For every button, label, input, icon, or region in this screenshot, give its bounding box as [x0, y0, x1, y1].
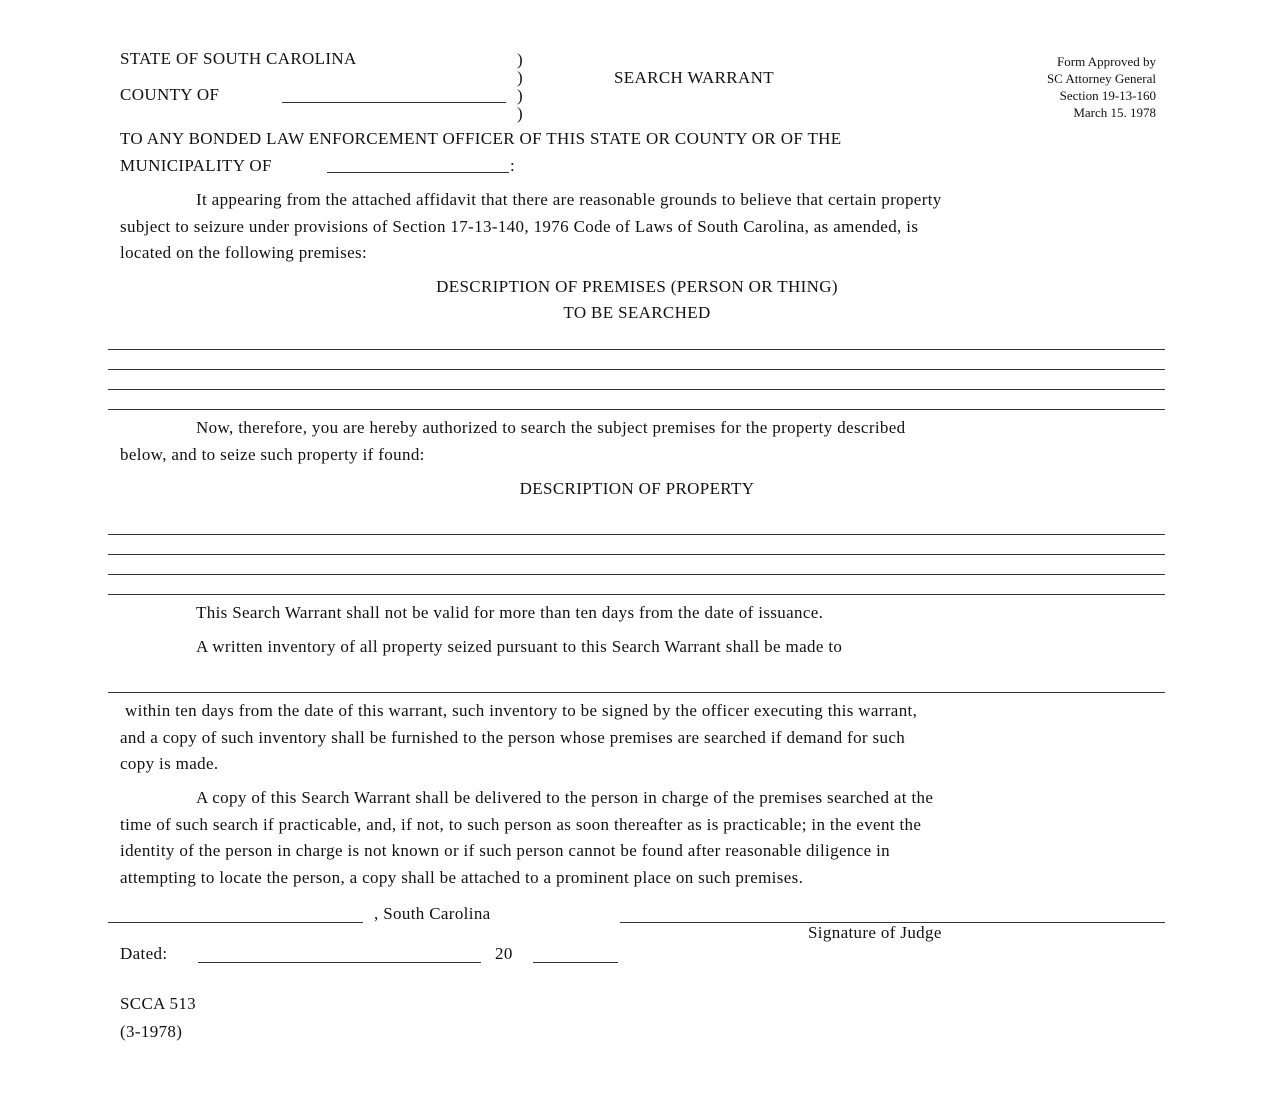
paragraph-line: identity of the person in charge is not known or if such person cannot be found after reasonable diligence in [120, 841, 891, 860]
municipality-blank-line[interactable] [327, 172, 509, 173]
approval-line: March 15. 1978 [1073, 105, 1156, 120]
inventory-recipient-line[interactable] [108, 692, 1165, 693]
property-line[interactable] [108, 534, 1165, 535]
approval-line: Section 19-13-160 [1059, 88, 1156, 103]
county-label: COUNTY OF [120, 85, 220, 104]
address-line-1: TO ANY BONDED LAW ENFORCEMENT OFFICER OF THIS STATE OR COUNTY OR OF THE [120, 129, 842, 148]
municipality-colon: : [510, 156, 516, 175]
judge-signature-label: Signature of Judge [808, 923, 942, 942]
premises-line[interactable] [108, 369, 1165, 370]
affidavit-paragraph [120, 187, 1170, 267]
bracket-paren-1: ) [517, 50, 524, 69]
property-heading: DESCRIPTION OF PROPERTY [519, 479, 755, 498]
paragraph-line: time of such search if practicable, and, if not, to such person as soon thereafter as is practicable; in the event the [120, 814, 922, 834]
approval-line: SC Attorney General [1046, 71, 1156, 86]
paragraph-line: A copy of this Search Warrant shall be delivered to the person in charge of the premises searched at the [196, 788, 934, 807]
paragraph-line: attempting to locate the person, a copy shall be attached to a prominent place on such premises. [120, 867, 804, 887]
paragraph-line: within ten days from the date of this warrant, such inventory to be signed by the officer executing this warrant, [125, 701, 918, 720]
county-blank-line[interactable] [282, 102, 506, 103]
state-heading: STATE OF SOUTH CAROLINA [120, 49, 357, 68]
inventory-paragraph [120, 698, 1180, 778]
dated-label: Dated: [120, 944, 168, 963]
bracket-paren-4: ) [517, 104, 524, 123]
form-date: (3-1978) [120, 1022, 183, 1041]
inventory-text: A written inventory of all property seized pursuant to this Search Warrant shall be made to [196, 637, 843, 656]
bracket-paren-2: ) [517, 68, 524, 87]
premises-heading-line-2: TO BE SEARCHED [563, 303, 711, 322]
paragraph-line: subject to seizure under provisions of Section 17-13-140, 1976 Code of Laws of South Carolina, as amended, is [120, 216, 919, 236]
paragraph-line: It appearing from the attached affidavit that there are reasonable grounds to believe that certain property [196, 190, 942, 209]
paragraph-line: Now, therefore, you are hereby authorized to search the subject premises for the property described [196, 418, 906, 437]
validity-text: This Search Warrant shall not be valid for more than ten days from the date of issuance. [196, 603, 824, 622]
document-title: SEARCH WARRANT [614, 68, 774, 87]
location-blank-line[interactable] [108, 922, 363, 923]
bracket-paren-3: ) [517, 86, 524, 105]
delivery-paragraph [120, 785, 1180, 891]
date-blank-line[interactable] [198, 962, 481, 963]
paragraph-line: located on the following premises: [120, 243, 368, 262]
municipality-label: MUNICIPALITY OF [120, 156, 272, 175]
property-line[interactable] [108, 574, 1165, 575]
approval-block [960, 53, 1156, 121]
year-blank-line[interactable] [533, 962, 618, 963]
premises-line[interactable] [108, 389, 1165, 390]
premises-line[interactable] [108, 349, 1165, 350]
approval-line: Form Approved by [1057, 54, 1156, 69]
premises-line[interactable] [108, 409, 1165, 410]
property-line[interactable] [108, 594, 1165, 595]
property-line[interactable] [108, 554, 1165, 555]
year-prefix: 20 [495, 944, 513, 963]
paragraph-line: below, and to seize such property if found: [120, 444, 425, 464]
authorization-paragraph [120, 415, 1170, 468]
paragraph-line: and a copy of such inventory shall be furnished to the person whose premises are searched if demand for such [120, 727, 906, 747]
form-number: SCCA 513 [120, 994, 197, 1013]
paragraph-line: copy is made. [120, 754, 219, 773]
premises-heading-line-1: DESCRIPTION OF PREMISES (PERSON OR THING) [436, 277, 838, 296]
location-suffix: , South Carolina [374, 904, 491, 923]
